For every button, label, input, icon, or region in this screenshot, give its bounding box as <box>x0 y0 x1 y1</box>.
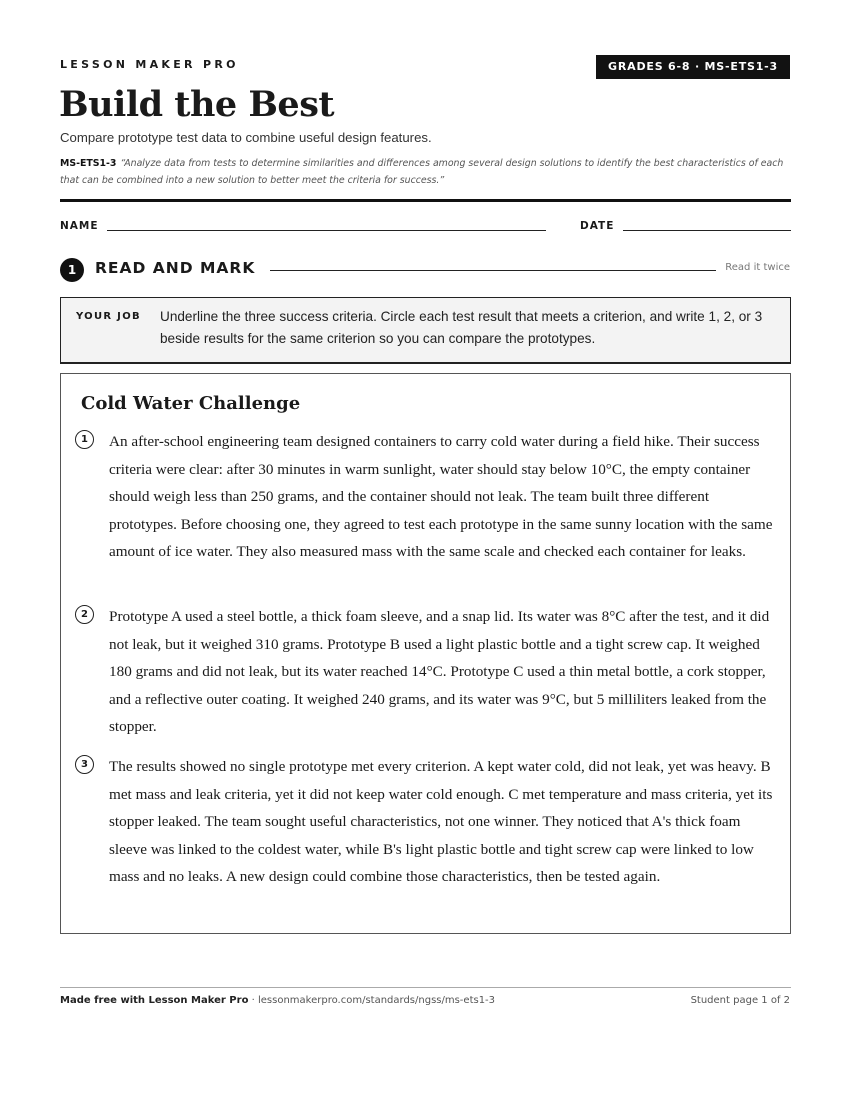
paragraph-number-2: 2 <box>75 605 94 624</box>
brand-name: LESSON MAKER PRO <box>60 58 239 71</box>
job-box <box>60 297 791 364</box>
header-divider <box>60 199 791 202</box>
step-title: READ AND MARK <box>95 259 256 277</box>
standard-code: MS-ETS1-3 <box>60 158 117 169</box>
paragraph-text-2: Prototype A used a steel bottle, a thick foam sleeve, and a snap lid. Its water was 8°C after the test, and it did not leak, but it weighed 310 grams. Prototype B used a light plastic bottle and a tight screw cap. It weighed 180 grams and did not leak, but its water reached 14°C. Prototype C used a thin metal bottle, a cork stopper, and a reflective outer coating. It weighed 240 grams, and its water was 9°C, but 5 milliliters leaked from the stopper. <box>109 608 770 736</box>
standard-statement <box>60 155 792 189</box>
footer-separator: · <box>248 995 258 1006</box>
step-divider <box>270 270 716 271</box>
footer-page-number: Student page 1 of 2 <box>690 995 790 1006</box>
name-line[interactable] <box>107 230 546 231</box>
grade-badge: GRADES 6-8 · MS-ETS1-3 <box>596 55 790 79</box>
passage-title: Cold Water Challenge <box>81 393 301 414</box>
reading-passage <box>60 373 791 934</box>
page-title: Build the Best <box>59 84 335 125</box>
step-number-badge: 1 <box>60 258 84 282</box>
paragraph-text-3: The results showed no single prototype met every criterion. A kept water cold, did not leak, yet was heavy. B met mass and leak criteria, yet it did not keep water cold enough. C met temperature and mass criteria, yet its stopper leaked. The team sought useful characteristics, not one winner. They noticed that A's thick foam sleeve was linked to the coldest water, while B's light plastic bottle and tight screw cap were linked to low mass and no leaks. A new design could combine those characteristics, then be tested again. <box>109 758 773 886</box>
job-label: YOUR JOB <box>76 311 141 322</box>
paragraph-number-1: 1 <box>75 430 94 449</box>
paragraph-text-1: An after-school engineering team designed containers to carry cold water during a field hike. Their success criteria were clear: after 30 minutes in warm sunlight, water should stay below 10°C, the empty container should weigh less than 250 grams, and the container should not leak. The team built three different prototypes. Before choosing one, they agreed to test each prototype in the same sunny location with the same amount of ice water. They also measured mass with the same scale and checked each container for leaks. <box>109 433 773 561</box>
date-label: DATE <box>580 220 615 232</box>
page-subtitle: Compare prototype test data to combine useful design features. <box>60 130 432 145</box>
paragraph-number-3: 3 <box>75 755 94 774</box>
job-instructions: Underline the three success criteria. Circle each test result that meets a criterion, and write 1, 2, or 3 beside results for the same criterion so you can compare the prototypes. <box>160 309 763 346</box>
date-line[interactable] <box>623 230 791 231</box>
footer-made-with: Made free with Lesson Maker Pro <box>60 995 249 1006</box>
standard-text: “Analyze data from tests to determine similarities and differences among several design solutions to identify the best characteristics of each that can be combined into a new solution to better meet the criteria for success.” <box>60 158 784 186</box>
footer-url[interactable]: lessonmakerpro.com/standards/ngss/ms-ets1-3 <box>257 995 496 1006</box>
name-label: NAME <box>60 220 99 232</box>
footer-divider <box>60 987 791 988</box>
footer-credit <box>60 995 495 1006</box>
step-hint: Read it twice <box>725 262 790 273</box>
